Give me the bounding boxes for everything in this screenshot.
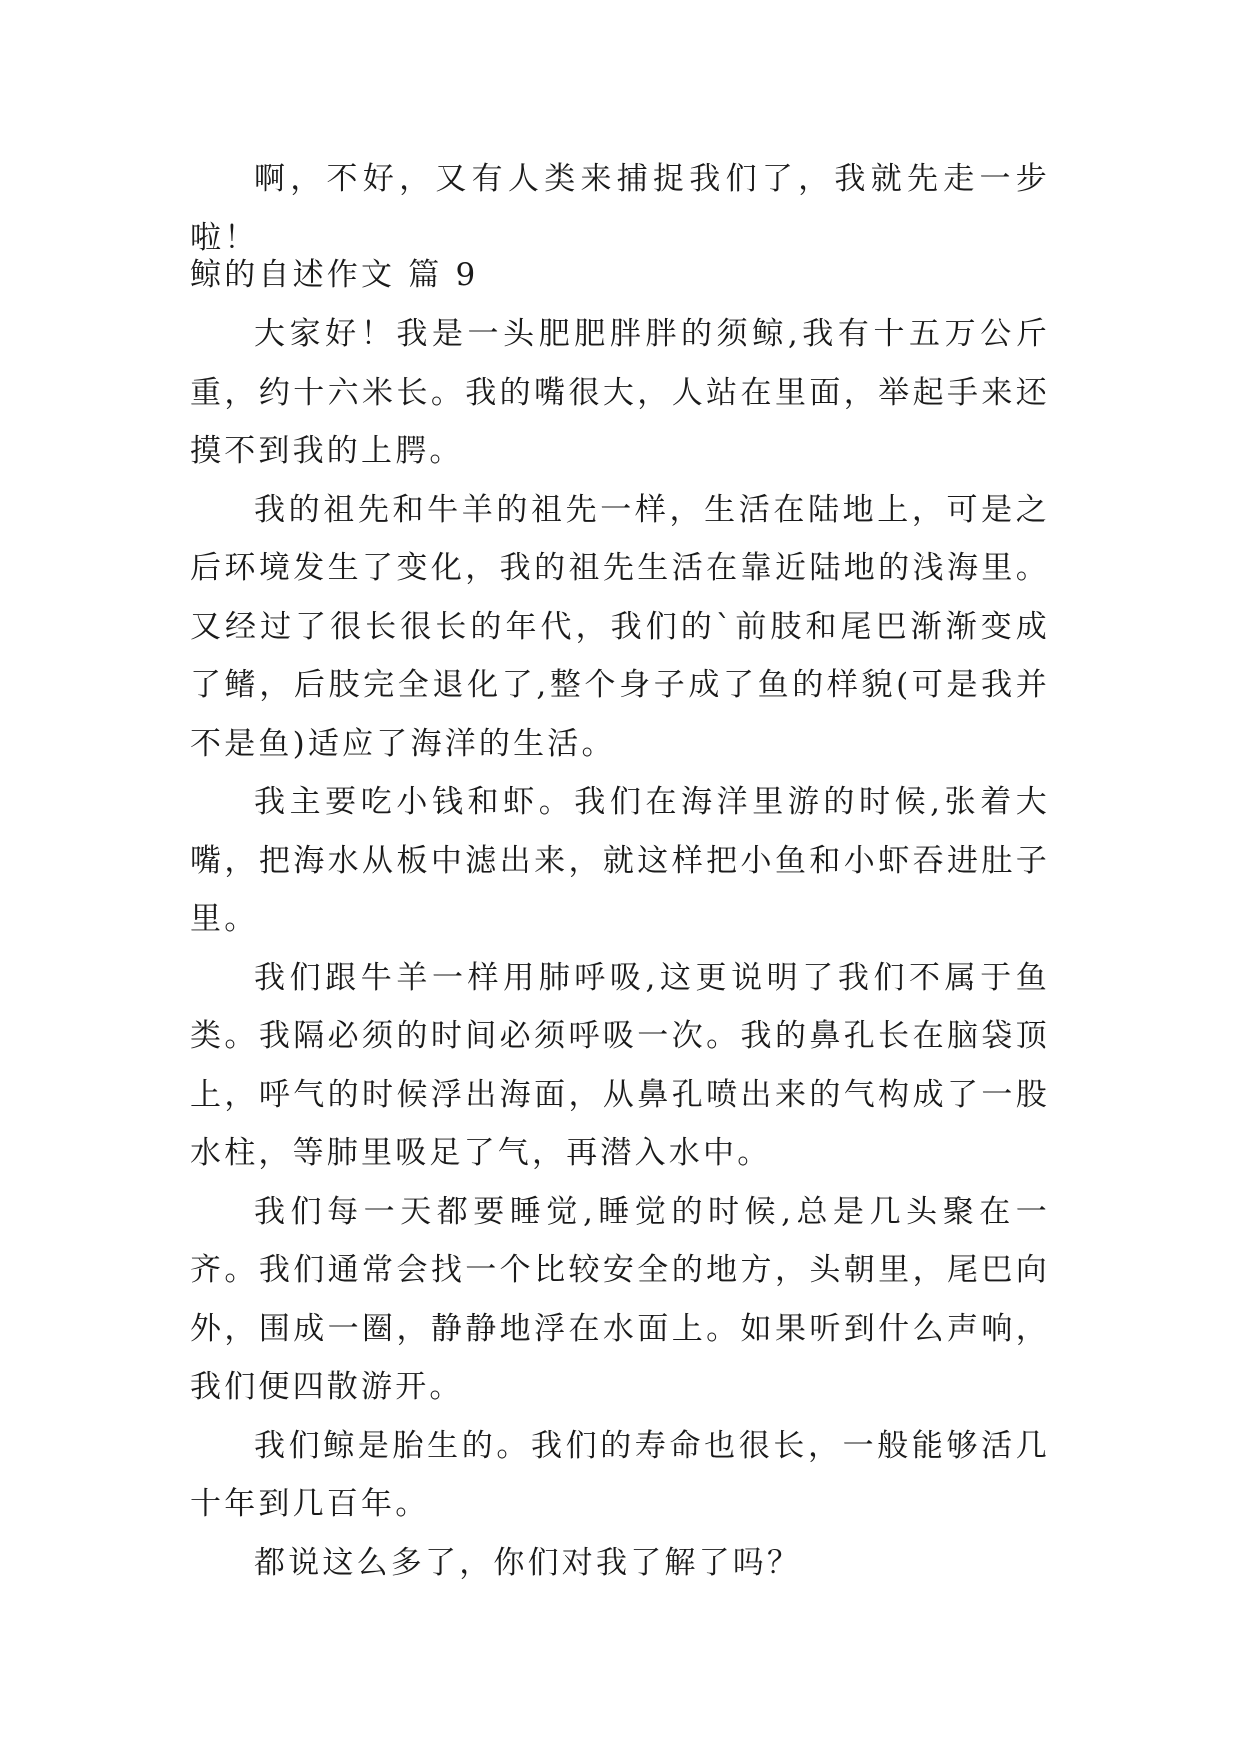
essay-paragraph-2: 我的祖先和牛羊的祖先一样，生活在陆地上，可是之后环境发生了变化，我的祖先生活在靠近陆地的浅海里。又经过了很长很长的年代，我们的`前肢和尾巴渐渐变成了鳍，后肢完全退化了,整个身子成了鱼的样貌(可是我并不是鱼)适应了海洋的生活。 [190,491,1050,762]
essay-paragraph-4: 我们跟牛羊一样用肺呼吸,这更说明了我们不属于鱼类。我隔必须的时间必须呼吸一次。我的鼻孔长在脑袋顶上，呼气的时候浮出海面，从鼻孔喷出来的气构成了一股水柱，等肺里吸足了气，再潜入水中。 [190,959,1050,1171]
essay-body [190,305,1050,1592]
essay-paragraph-5: 我们每一天都要睡觉,睡觉的时候,总是几头聚在一齐。我们通常会找一个比较安全的地方，头朝里，尾巴向外，围成一圈，静静地浮在水面上。如果听到什么声响，我们便四散游开。 [190,1193,1050,1405]
essay-paragraph-7: 都说这么多了，你们对我了解了吗？ [254,1544,802,1581]
intro-paragraph: 啊，不好，又有人类来捕捉我们了，我就先走一步啦！ [190,161,1050,256]
section-heading: 鲸的自述作文 篇 9 [190,257,479,293]
essay-paragraph-1: 大家好！我是一头肥肥胖胖的须鲸,我有十五万公斤重，约十六米长。我的嘴很大，人站在里面，举起手来还摸不到我的上腭。 [190,316,1050,469]
essay-paragraph-6: 我们鲸是胎生的。我们的寿命也很长，一般能够活几十年到几百年。 [190,1427,1050,1522]
essay-paragraph-3: 我主要吃小钱和虾。我们在海洋里游的时候,张着大嘴，把海水从板中滤出来，就这样把小鱼和小虾吞进肚子里。 [190,784,1050,937]
